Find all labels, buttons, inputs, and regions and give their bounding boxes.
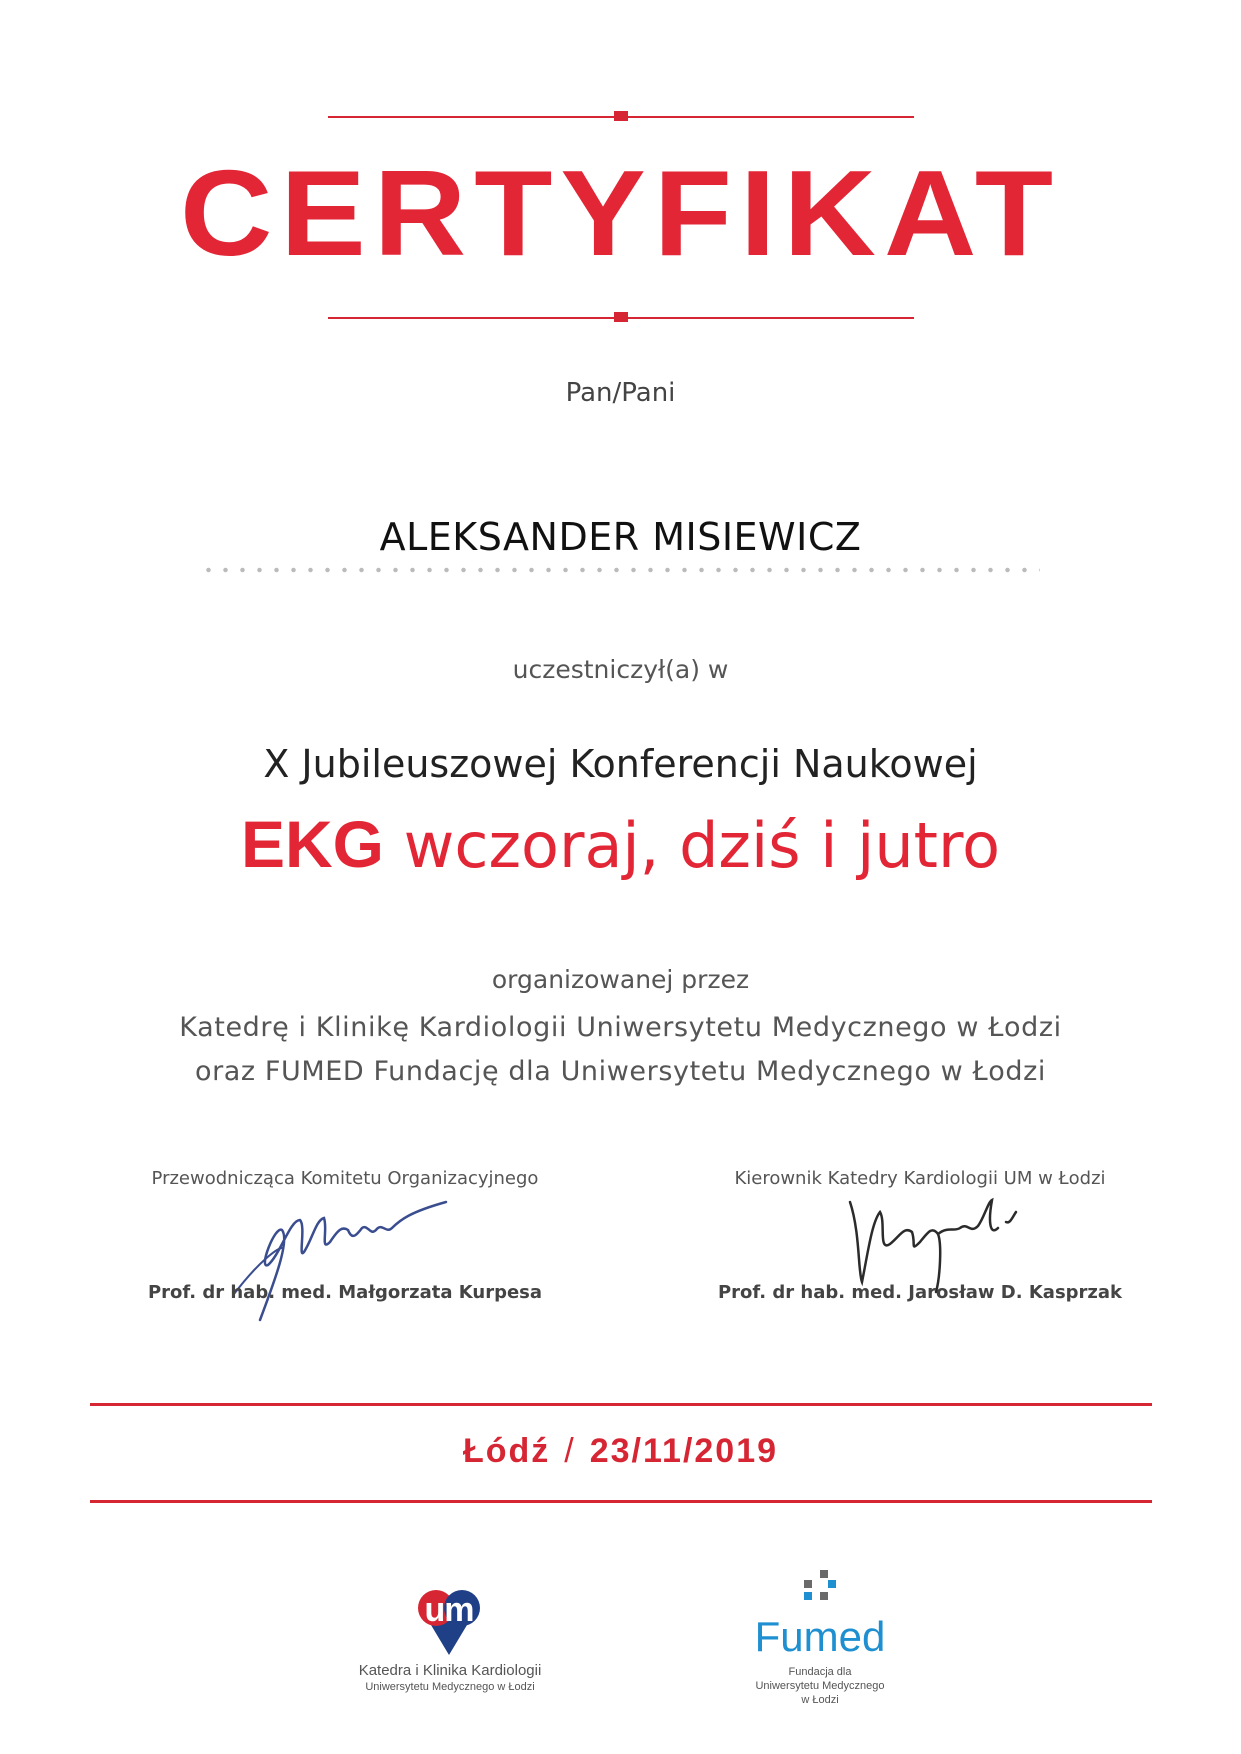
organizer-line-2: oraz FUMED Fundację dla Uniwersytetu Medycznego w Łodzi [194,1056,1047,1087]
event-title-bold: EKG [240,807,384,881]
event-title-rest: wczoraj, dziś i jutro [383,809,1001,882]
fumed-logo-line-1: Fundacja dla [788,1666,852,1678]
right-signature-role: Kierownik Katedry Kardiologii UM w Łodzi [734,1168,1106,1189]
fumed-logo-line-3: w Łodzi [801,1694,839,1706]
um-logo-mark: um [424,1591,474,1629]
fumed-logo-mark: Fumed [754,1613,886,1660]
footer-separator: / [564,1432,576,1470]
um-logo-line-2: Uniwersytetu Medycznego w Łodzi [365,1681,535,1693]
participated-text: uczestniczył(a) w [512,655,729,684]
footer-bottom-rule [90,1500,1152,1503]
footer-top-rule [90,1403,1152,1406]
salutation: Pan/Pani [565,378,676,408]
certificate-title: CERTYFIKAT [179,145,1062,282]
title-top-square [614,111,628,121]
footer-city: Łódź [462,1432,551,1470]
right-signature-name: Prof. dr hab. med. Jarosław D. Kasprzak [717,1282,1123,1303]
recipient-name: ALEKSANDER MISIEWICZ [379,515,862,559]
fumed-pixel-icon [800,1570,840,1610]
recipient-dotted-line [200,566,1040,574]
left-signature-role: Przewodnicząca Komitetu Organizacyjnego [151,1168,539,1189]
organizer-line-1: Katedrę i Klinikę Kardiologii Uniwersytetu Medycznego w Łodzi [179,1012,1062,1043]
footer-date-line [0,1432,1241,1471]
title-bottom-square [614,312,628,322]
left-signature-image [220,1190,520,1330]
fumed-logo-line-2: Uniwersytetu Medycznego [755,1680,885,1692]
conference-line: X Jubileuszowej Konferencji Naukowej [263,742,978,786]
organized-by: organizowanej przez [491,965,750,994]
left-signature-name: Prof. dr hab. med. Małgorzata Kurpesa [147,1282,543,1303]
um-logo-line-1: Katedra i Klinika Kardiologii [358,1662,542,1679]
event-title [0,808,1241,881]
footer-date: 23/11/2019 [589,1432,779,1470]
